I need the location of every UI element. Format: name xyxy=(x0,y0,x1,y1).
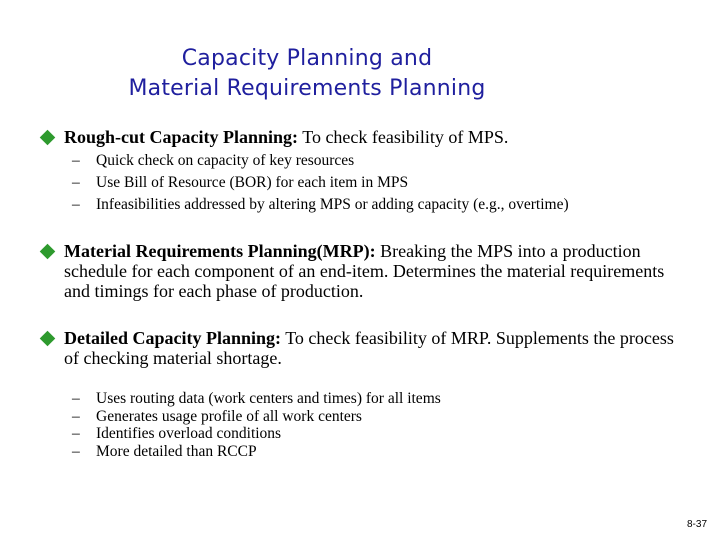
diamond-bullet-icon xyxy=(40,331,56,347)
bullet-heading: Material Requirements Planning(MRP): xyxy=(64,241,376,261)
bullet-text: Breaking the MPS into a production schedule for each component of an end-item. Determines the material requirements and timings for each phase of production. xyxy=(64,241,665,301)
bullet-mrp xyxy=(40,241,680,301)
bullet-heading: Detailed Capacity Planning: xyxy=(64,328,282,348)
page-number: 8-37 xyxy=(686,519,707,530)
title-line-1: Capacity Planning and xyxy=(181,46,433,71)
slide-title xyxy=(0,44,614,104)
bullet-text: To check feasibility of MPS. xyxy=(298,127,509,147)
list-item: – Identifies overload conditions xyxy=(72,425,282,442)
sub-list-detailed-capacity xyxy=(72,390,672,460)
diamond-bullet-icon xyxy=(40,130,56,146)
list-item: – Uses routing data (work centers and times) for all items xyxy=(72,390,441,407)
list-item: – Use Bill of Resource (BOR) for each item in MPS xyxy=(72,174,409,191)
list-item: – Quick check on capacity of key resources xyxy=(72,152,355,169)
list-item: – More detailed than RCCP xyxy=(72,442,257,460)
bullet-heading: Rough-cut Capacity Planning: xyxy=(64,127,299,147)
list-item: – Generates usage profile of all work centers xyxy=(72,407,362,425)
diamond-bullet-icon xyxy=(40,244,56,260)
bullet-rough-cut xyxy=(40,127,680,147)
sub-list-rough-cut xyxy=(72,150,672,216)
title-line-2: Material Requirements Planning xyxy=(128,76,486,101)
bullet-text: To check feasibility of MRP. Supplements the process of checking material shortage. xyxy=(64,328,674,368)
list-item: – Infeasibilities addressed by altering MPS or adding capacity (e.g., overtime) xyxy=(72,196,569,213)
bullet-detailed-capacity xyxy=(40,328,680,368)
